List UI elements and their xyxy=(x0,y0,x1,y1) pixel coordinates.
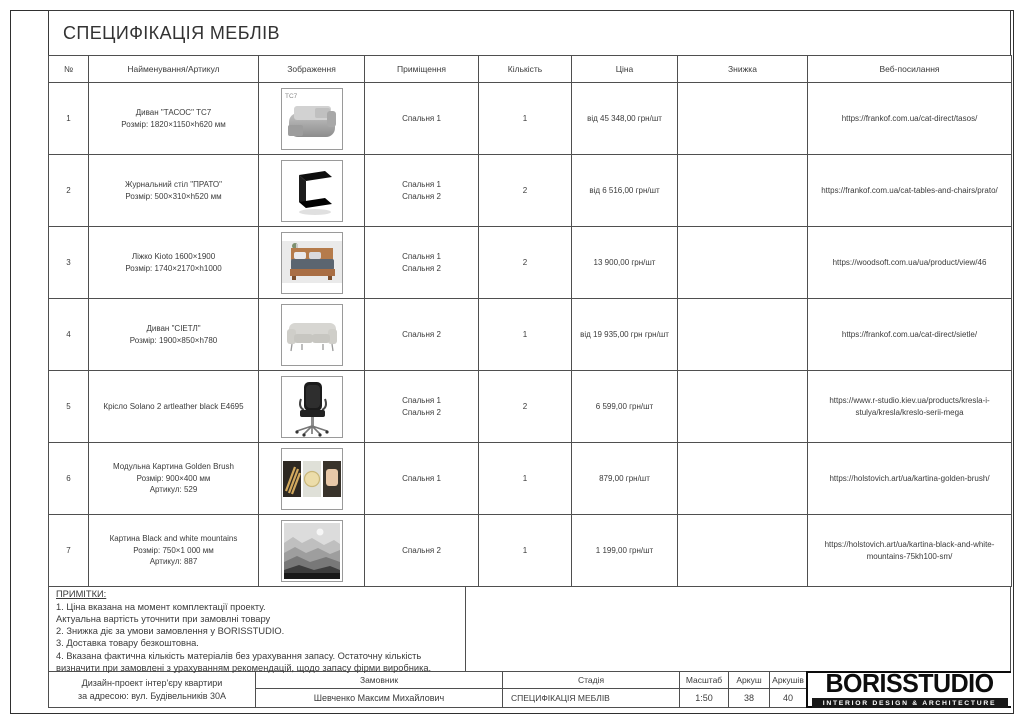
header-qty: Кількість xyxy=(479,56,572,83)
notes-section xyxy=(48,586,1011,672)
notes-title: ПРИМІТКИ: xyxy=(56,589,107,599)
discount-cell xyxy=(678,443,808,515)
modular-painting-golden-brush-image xyxy=(281,448,343,510)
quantity-cell: 1 xyxy=(479,299,572,371)
item-image-cell xyxy=(259,443,365,515)
table-row xyxy=(49,299,1012,371)
row-number-cell: 2 xyxy=(49,155,89,227)
item-image-cell xyxy=(259,83,365,155)
table-row xyxy=(49,83,1012,155)
sheets-total-value: 40 xyxy=(782,693,793,703)
header-price: Ціна xyxy=(572,56,678,83)
link-cell[interactable]: https://woodsoft.com.ua/ua/product/view/46 xyxy=(808,227,1012,299)
item-image-cell xyxy=(259,227,365,299)
price-cell: 1 199,00 грн/шт xyxy=(572,515,678,587)
room-cell: Спальня 1 xyxy=(365,443,479,515)
title-box xyxy=(48,10,1011,56)
header-num: № xyxy=(49,56,89,83)
header-link: Веб-посилання xyxy=(808,56,1012,83)
title-block-footer xyxy=(48,671,1011,708)
project-description: Дизайн-проект інтер'єру квартири за адресою: вул. Будівельників 30А xyxy=(49,672,256,707)
link-cell[interactable]: https://holstovich.art/ua/kartina-golden-brush/ xyxy=(808,443,1012,515)
room-cell: Спальня 1 Спальня 2 xyxy=(365,371,479,443)
quantity-cell: 2 xyxy=(479,155,572,227)
quantity-cell: 1 xyxy=(479,443,572,515)
room-cell: Спальня 1 Спальня 2 xyxy=(365,155,479,227)
image-label-tc7: ТС7 xyxy=(284,92,297,100)
borisstudio-logo xyxy=(806,671,1011,708)
quantity-cell: 1 xyxy=(479,83,572,155)
painting-black-white-mountains-image xyxy=(281,520,343,582)
sheet-value: 38 xyxy=(743,693,754,703)
stage-value: СПЕЦИФІКАЦІЯ МЕБЛІВ xyxy=(511,693,610,703)
room-cell: Спальня 2 xyxy=(365,515,479,587)
item-image-cell xyxy=(259,371,365,443)
price-cell: 879,00 грн/шт xyxy=(572,443,678,515)
table-header-row xyxy=(49,56,1012,83)
item-image-cell xyxy=(259,515,365,587)
office-chair-solano-image xyxy=(281,376,343,438)
customer-name: Шевченко Максим Михайлович xyxy=(313,693,445,703)
item-image-cell xyxy=(259,155,365,227)
scale-value: 1:50 xyxy=(695,693,713,703)
customer-block xyxy=(256,672,503,707)
quantity-cell: 2 xyxy=(479,371,572,443)
item-name-cell: Модульна Картина Golden Brush Розмір: 900×400 мм Артикул: 529 xyxy=(89,443,259,515)
sofa-sietl-image xyxy=(281,304,343,366)
sheets-total-block xyxy=(770,672,807,707)
stage-block xyxy=(503,672,680,707)
discount-cell xyxy=(678,299,808,371)
row-number-cell: 4 xyxy=(49,299,89,371)
coffee-table-prato-image xyxy=(281,160,343,222)
header-discount: Знижка xyxy=(678,56,808,83)
logo-tagline: INTERIOR DESIGN & ARCHITECTURE xyxy=(812,698,1008,708)
item-name-cell: Диван "СІЕТЛ" Розмір: 1900×850×h780 xyxy=(89,299,259,371)
price-cell: 6 599,00 грн/шт xyxy=(572,371,678,443)
row-number-cell: 1 xyxy=(49,83,89,155)
price-cell: від 6 516,00 грн/шт xyxy=(572,155,678,227)
table-row xyxy=(49,227,1012,299)
content-area xyxy=(48,10,1011,708)
link-cell[interactable]: https://frankof.com.ua/cat-tables-and-chairs/prato/ xyxy=(808,155,1012,227)
link-cell[interactable]: https://frankof.com.ua/cat-direct/tasos/ xyxy=(808,83,1012,155)
item-image-cell xyxy=(259,299,365,371)
notes-text-cell xyxy=(49,587,466,671)
customer-label: Замовник xyxy=(256,672,502,689)
link-cell[interactable]: https://www.r-studio.kiev.ua/products/kresla-i-stulya/kresla/kreslo-serii-mega xyxy=(808,371,1012,443)
table-row xyxy=(49,443,1012,515)
scale-label: Масштаб xyxy=(680,672,728,689)
stage-label: Стадія xyxy=(503,672,679,689)
sheet-label: Аркуш xyxy=(729,672,769,689)
bed-kioto-image xyxy=(281,232,343,294)
item-name-cell: Ліжко Kioto 1600×1900 Розмір: 1740×2170×h1000 xyxy=(89,227,259,299)
row-number-cell: 5 xyxy=(49,371,89,443)
price-cell: від 19 935,00 грн грн/шт xyxy=(572,299,678,371)
item-name-cell: Картина Black and white mountains Розмір: 750×1 000 мм Артикул: 887 xyxy=(89,515,259,587)
header-room: Приміщення xyxy=(365,56,479,83)
table-row xyxy=(49,155,1012,227)
row-number-cell: 3 xyxy=(49,227,89,299)
discount-cell xyxy=(678,83,808,155)
quantity-cell: 2 xyxy=(479,227,572,299)
room-cell: Спальня 1 Спальня 2 xyxy=(365,227,479,299)
scale-block xyxy=(680,672,729,707)
discount-cell xyxy=(678,155,808,227)
header-name: Найменування/Артикул xyxy=(89,56,259,83)
notes-empty-cell xyxy=(466,587,1010,671)
link-cell[interactable]: https://frankof.com.ua/cat-direct/sietle/ xyxy=(808,299,1012,371)
item-name-cell: Журнальний стіл "ПРАТО" Розмір: 500×310×h520 мм xyxy=(89,155,259,227)
page-title: СПЕЦИФІКАЦІЯ МЕБЛІВ xyxy=(63,22,280,43)
link-cell[interactable]: https://holstovich.art/ua/kartina-black-and-white-mountains-75kh100-sm/ xyxy=(808,515,1012,587)
notes-body: 1. Ціна вказана на момент комплектації проекту. Актуальна вартість уточнити при замовлні товару 2. Знижка діє за умови замовлення у BORISSTUDIO. 3. Доставка товару безкоштовна. 4. Вказана фактична кількість матеріалів без урахування запасу. Остаточну кількість визначити при замовлені з урахуванням рекомендацій, щодо запасу фірми виробника. xyxy=(56,601,432,673)
sheets-total-label: Аркушів xyxy=(770,672,806,689)
header-image: Зображення xyxy=(259,56,365,83)
discount-cell xyxy=(678,227,808,299)
logo-wordmark: BORISSTUDIO xyxy=(825,669,994,698)
item-name-cell: Крісло Solano 2 artleather black E4695 xyxy=(89,371,259,443)
table-row xyxy=(49,515,1012,587)
price-cell: від 45 348,00 грн/шт xyxy=(572,83,678,155)
sofa-tasos-image xyxy=(281,88,343,150)
row-number-cell: 7 xyxy=(49,515,89,587)
room-cell: Спальня 1 xyxy=(365,83,479,155)
item-name-cell: Диван "ТАСОС" ТС7 Розмір: 1820×1150×h620 мм xyxy=(89,83,259,155)
discount-cell xyxy=(678,515,808,587)
quantity-cell: 1 xyxy=(479,515,572,587)
spec-table xyxy=(48,55,1012,587)
table-row xyxy=(49,371,1012,443)
price-cell: 13 900,00 грн/шт xyxy=(572,227,678,299)
discount-cell xyxy=(678,371,808,443)
sheet-block xyxy=(729,672,770,707)
row-number-cell: 6 xyxy=(49,443,89,515)
room-cell: Спальня 2 xyxy=(365,299,479,371)
